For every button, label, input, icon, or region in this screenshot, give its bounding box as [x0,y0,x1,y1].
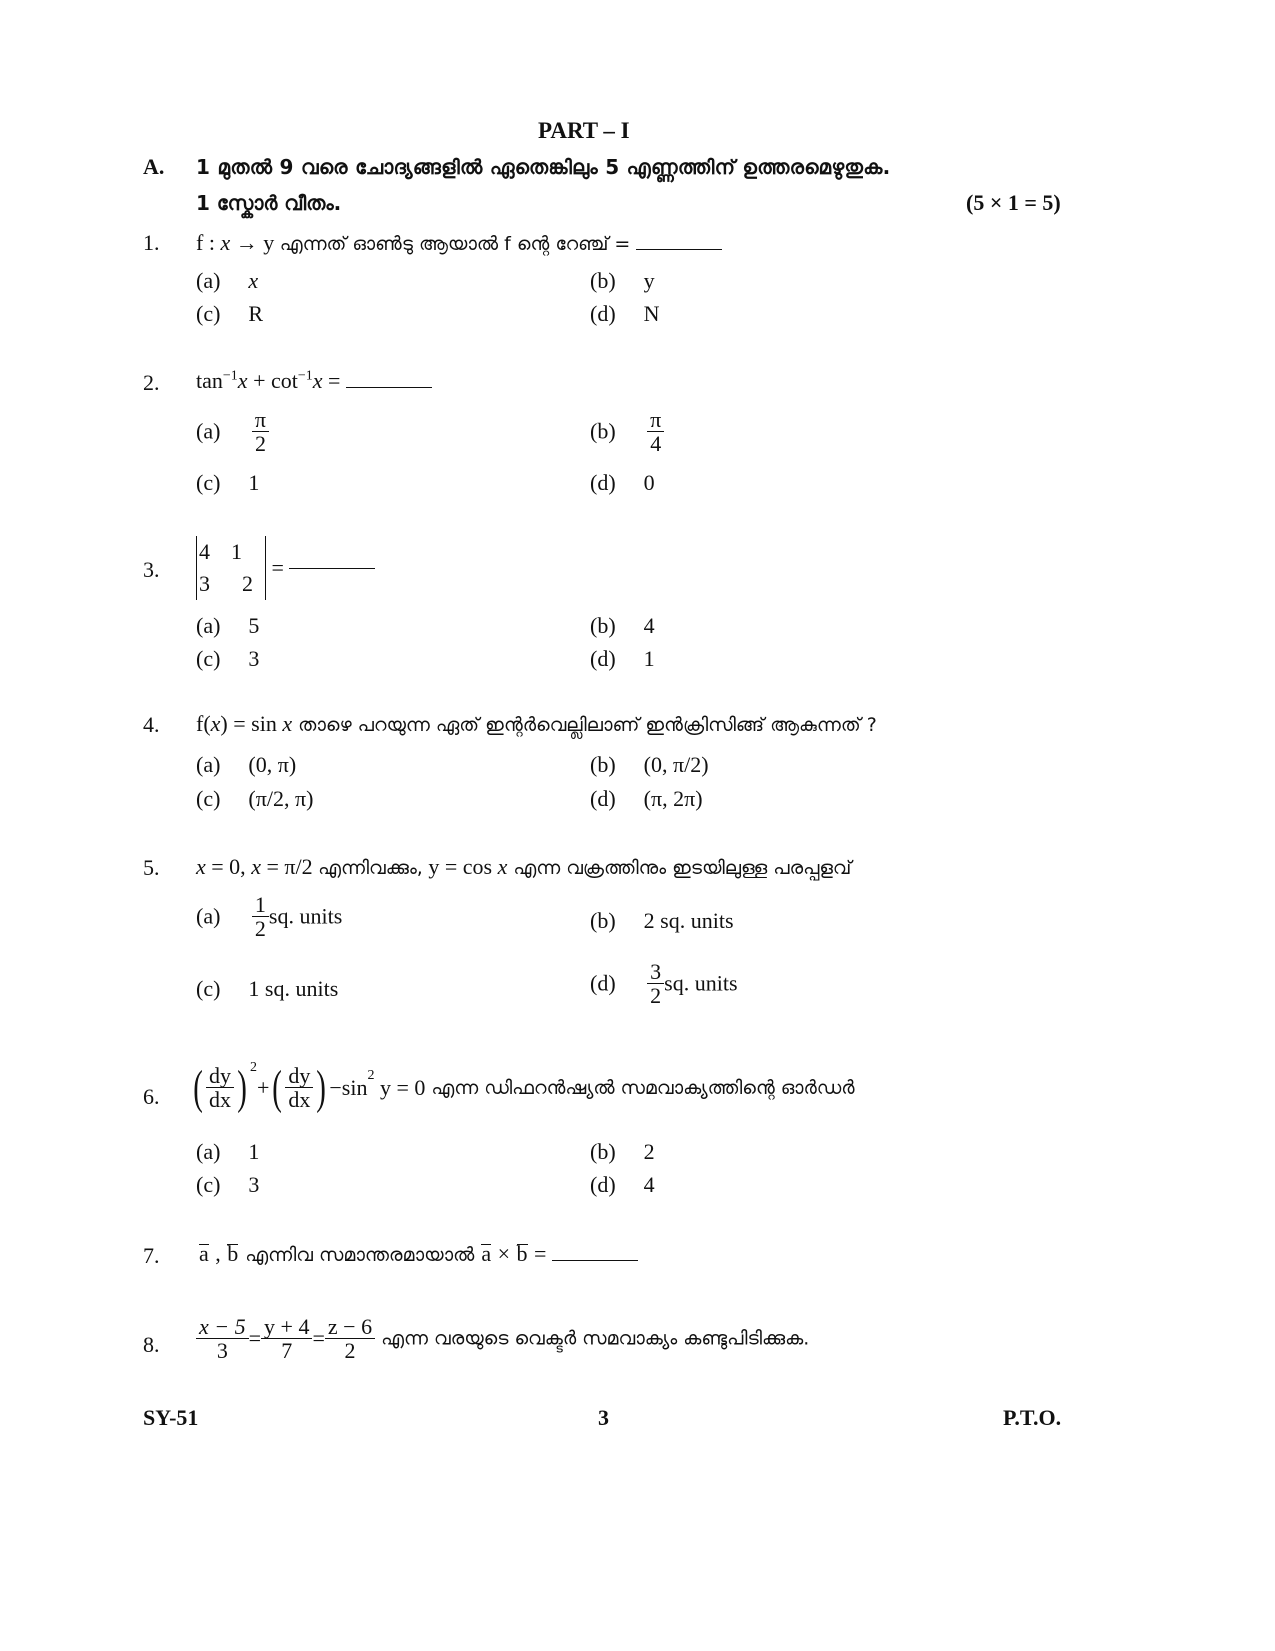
question-7-text: a , b എന്നിവ സമാന്തരമായാൽ a × b = [198,1241,638,1267]
question-1-number: 1. [143,230,160,255]
question-3-determinant: 4 1 3 2 [196,536,266,600]
question-3-option-c: (c) 3 [196,646,260,671]
question-4-option-b: (b) (0, π/2) [590,752,709,777]
question-5-option-d: (d) $\frac{3}{2}$ sq. units [590,959,738,1009]
question-4-option-a: (a) (0, π) [196,752,297,777]
question-6-option-d: (d) 4 [590,1172,655,1197]
question-3-number: 3. [143,557,160,582]
section-instruction-score: 1 സ്കോർ വീതം. [196,191,342,215]
question-2-option-c: (c) 1 [196,470,260,495]
question-6-option-b: (b) 2 [590,1139,655,1164]
part-heading: PART – I [538,118,630,143]
section-letter: A. [143,154,165,179]
footer-code: SY-51 [143,1405,199,1430]
question-4-option-d: (d) (π, 2π) [590,786,703,811]
question-7-number: 7. [143,1243,160,1268]
question-1-option-b: (b) y [590,268,655,293]
question-6-option-a: (a) 1 [196,1139,260,1164]
question-5-text: x = 0, x = π/2 എന്നിവക്കും, y = cos x എന്ന വക്രത്തിനും ഇടയിലുള്ള പരപ്പളവ് [196,854,852,879]
question-5-option-a: (a) $\frac{1}{2}$ sq. units [196,892,343,942]
section-instruction: 1 മുതൽ 9 വരെ ചോദ്യങ്ങളിൽ ഏതെങ്കിലും 5 എണ്ണത്തിന് ഉത്തരമെഴുതുക. [196,155,891,179]
footer-page-number: 3 [598,1405,609,1430]
question-2-text: $\tan^{-1}x + \cot^{-1}x$ = [196,368,432,394]
question-5-option-c: (c) 1 sq. units [196,976,339,1001]
question-6-text: ( $\frac{dy}{dx}$ ) $^2$+( $\frac{dy}{dx}$ ) $-\sin^2$ y = 0 എന്ന ഡിഫറൻഷ്യൽ സമവാക്യത്തിന്റെ ഓർഡർ [193,1060,855,1115]
question-8-text: $\frac{x - 5}{3}$ = $\frac{y + 4}{7}$ = $\frac{z - 6}{2}$ എന്ന വരയുടെ വെക്ടർ സമവാക്യം കണ്ടുപിടിക്കുക. [196,1315,809,1362]
question-2-option-d: (d) 0 [590,470,655,495]
question-1-option-c: (c) R [196,301,264,326]
question-4-option-c: (c) (π/2, π) [196,786,314,811]
section-marks: (5 × 1 = 5) [966,190,1061,215]
question-6-option-c: (c) 3 [196,1172,260,1197]
question-5-number: 5. [143,855,160,880]
question-6-number: 6. [143,1084,160,1109]
question-3-option-b: (b) 4 [590,613,655,638]
footer-pto: P.T.O. [1003,1405,1062,1430]
question-1-option-a: (a) x [196,268,259,293]
question-3-text: 4 1 3 2 = [196,536,375,600]
question-2-number: 2. [143,370,160,395]
question-2-option-b: (b) $\frac{\pi}{4}$ [590,408,664,455]
question-1-option-d: (d) N [590,301,660,326]
question-3-option-d: (d) 1 [590,646,655,671]
question-2-option-a: (a) $\frac{\pi}{2}$ [196,408,269,455]
question-1-text: f : x → y എന്നത് ഓൺടു ആയാൽ f ന്റെ റേഞ്ച് = [196,230,722,256]
question-5-option-b: (b) 2 sq. units [590,908,734,933]
question-3-option-a: (a) 5 [196,613,260,638]
question-8-number: 8. [143,1332,160,1357]
question-4-text: f(x) = sin x താഴെ പറയുന്ന ഏത് ഇന്റർവെല്ലിലാണ് ഇൻക്രിസിങ്ങ് ആകുന്നത് ? [196,711,877,736]
question-4-number: 4. [143,712,160,737]
